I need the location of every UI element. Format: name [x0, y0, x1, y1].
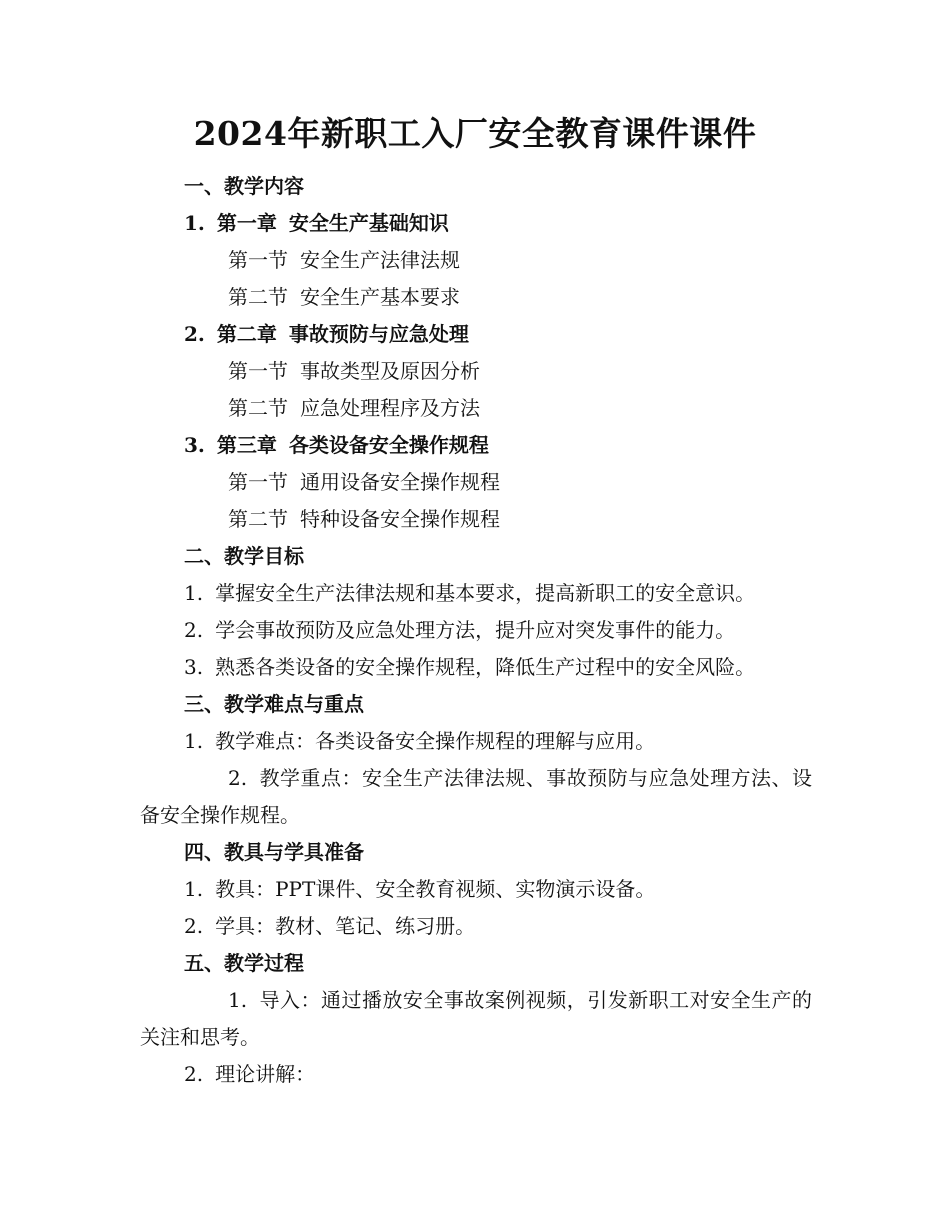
subsection-label: 第一节 [228, 359, 288, 383]
chapter-title: 各类设备安全操作规程 [288, 433, 489, 457]
item-text: 理论讲解： [215, 1062, 316, 1086]
subsection-label: 第一节 [228, 248, 288, 272]
difficulty-item-1 [140, 723, 812, 760]
chapter-label: 第三章 [216, 433, 277, 457]
section-heading-materials: 四、教具与学具准备 [184, 840, 364, 864]
document-body [140, 168, 812, 1093]
chapter-1 [140, 205, 812, 242]
subsection-title: 安全生产法律法规 [300, 248, 460, 272]
chapter-1-section-1 [140, 242, 812, 279]
subsection-title: 特种设备安全操作规程 [300, 507, 500, 531]
chapter-label: 第二章 [216, 322, 277, 346]
item-text: 教学重点：安全生产法律法规、事故预防与应急处理方法、设备安全操作规程。 [140, 766, 812, 827]
item-number: 1. [184, 877, 204, 901]
subsection-label: 第一节 [228, 470, 288, 494]
section-heading-difficulties: 三、教学难点与重点 [184, 692, 364, 716]
goal-item-1 [140, 575, 812, 612]
section-heading-teaching-content: 一、教学内容 [184, 174, 304, 198]
chapter-2 [140, 316, 812, 353]
process-item-1 [140, 982, 812, 1056]
section-heading-teaching-goals: 二、教学目标 [184, 544, 304, 568]
item-number: 2. [228, 766, 248, 790]
goal-item-2 [140, 612, 812, 649]
chapter-label: 第一章 [216, 211, 277, 235]
chapter-1-section-2 [140, 279, 812, 316]
subsection-label: 第二节 [228, 507, 288, 531]
item-number: 1. [184, 581, 204, 605]
chapter-2-section-1 [140, 353, 812, 390]
item-number: 3. [184, 655, 204, 679]
chapter-2-section-2 [140, 390, 812, 427]
item-number: 2. [184, 618, 204, 642]
materials-item-1 [140, 871, 812, 908]
subsection-title: 安全生产基本要求 [300, 285, 460, 309]
item-text: 教学难点：各类设备安全操作规程的理解与应用。 [215, 729, 656, 753]
subsection-title: 事故类型及原因分析 [300, 359, 480, 383]
document-title: 2024年新职工入厂安全教育课件课件 [193, 114, 757, 153]
item-text: 掌握安全生产法律法规和基本要求，提高新职工的安全意识。 [215, 581, 756, 605]
difficulty-item-2 [140, 760, 812, 834]
chapter-title: 事故预防与应急处理 [288, 322, 469, 346]
section-heading-process: 五、教学过程 [184, 951, 304, 975]
item-text: 学具：教材、笔记、练习册。 [215, 914, 476, 938]
materials-item-2 [140, 908, 812, 945]
chapter-3-section-2 [140, 501, 812, 538]
item-number: 2. [184, 1062, 204, 1086]
item-text: 导入：通过播放安全事故案例视频，引发新职工对安全生产的关注和思考。 [140, 988, 812, 1049]
subsection-title: 应急处理程序及方法 [300, 396, 480, 420]
chapter-title: 安全生产基础知识 [288, 211, 449, 235]
chapter-3-section-1 [140, 464, 812, 501]
chapter-number: 1. [184, 211, 205, 235]
subsection-label: 第二节 [228, 285, 288, 309]
item-text: 教具：PPT课件、安全教育视频、实物演示设备。 [215, 877, 656, 901]
process-item-2 [140, 1056, 812, 1093]
subsection-label: 第二节 [228, 396, 288, 420]
chapter-number: 2. [184, 322, 205, 346]
subsection-title: 通用设备安全操作规程 [300, 470, 500, 494]
goal-item-3 [140, 649, 812, 686]
item-text: 熟悉各类设备的安全操作规程，降低生产过程中的安全风险。 [215, 655, 756, 679]
item-text: 学会事故预防及应急处理方法，提升应对突发事件的能力。 [215, 618, 736, 642]
item-number: 1. [228, 988, 248, 1012]
item-number: 1. [184, 729, 204, 753]
chapter-number: 3. [184, 433, 205, 457]
item-number: 2. [184, 914, 204, 938]
chapter-3 [140, 427, 812, 464]
